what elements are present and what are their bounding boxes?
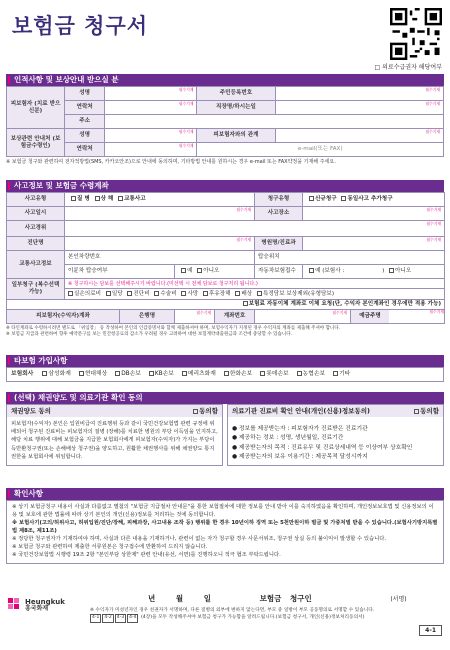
agree-label: 동의함 <box>199 407 218 415</box>
auto-insurance-no-checkbox[interactable] <box>389 268 394 273</box>
insurer-options-label: 보험회사 <box>11 371 34 378</box>
partial-option: 배상 <box>241 290 253 297</box>
insurer-option: 메리츠화재 <box>187 371 216 378</box>
assignment-agree-checkbox[interactable] <box>193 409 198 414</box>
insurer-option: 농협손보 <box>302 371 326 378</box>
hospital-field[interactable]: 필수기재 <box>303 237 445 251</box>
bank-label: 은행명 <box>120 310 175 324</box>
diagnosis-label: 진단명 <box>7 237 65 251</box>
job-field[interactable]: 필수기재 <box>275 101 443 115</box>
partial-claim-label: 일부청구 (복수선택가능) <box>7 279 65 300</box>
insurer-option: 기타 <box>339 371 351 378</box>
guide-name-field[interactable]: 필수기재 <box>105 129 197 143</box>
no-label: 아니오 <box>395 268 412 275</box>
no-label: 아니오 <box>203 268 220 275</box>
motorcycle-no-checkbox[interactable] <box>197 268 202 273</box>
confirm-item: ※ 국민건강보험법 시행령 19조 2항 "본인부담 상한제" 관련 안내(유선, 서면)를 진행하오니 적극 협조 부탁드립니다. <box>12 551 281 558</box>
auto-deposit-checkbox[interactable] <box>243 301 248 306</box>
insurer-option: 현대해상 <box>84 371 108 378</box>
partial-claim-note: ※ 청구하시는 담보를 선택해주시기 바랍니다.(미선택 시 전체 담보로 청구처리 됩니다.) <box>65 279 445 289</box>
yes-label: 예 <box>187 268 193 275</box>
accident-place-label: 사고장소 <box>255 207 303 221</box>
partial-option: 수술비 <box>160 290 177 297</box>
new-claim-checkbox[interactable] <box>309 196 314 201</box>
depositor-cell <box>351 310 445 324</box>
partial-checkbox[interactable] <box>106 291 111 296</box>
partial-checkbox[interactable] <box>203 291 208 296</box>
partial-checkbox[interactable] <box>154 291 159 296</box>
motorcycle-options <box>175 265 255 279</box>
name-label: 성명 <box>65 87 105 101</box>
vehicle-number-field[interactable]: 본인차량번호 <box>65 251 255 265</box>
injury-label: 상 해 <box>100 196 114 203</box>
partial-checkbox[interactable] <box>257 291 262 296</box>
partial-option: 진단비 <box>133 290 150 297</box>
company-name-en: Heungkuk <box>25 598 65 606</box>
accident-date-field[interactable]: 필수기재 <box>65 207 255 221</box>
claimant-table <box>6 86 444 157</box>
footer-note: (4장)을 모두 작성해주셔야 보험금 청구가 가능함을 알려드립니다.(보험금 청구서, 개인(신용)정보처리동의서) <box>140 615 365 621</box>
day-label: 일 <box>203 594 211 603</box>
partial-option: 후유장해 <box>209 290 231 297</box>
auto-insurance-options: 예 (보험사 : ) 아니오 <box>303 265 445 279</box>
depositor-field[interactable]: 필수기재 <box>429 309 445 314</box>
insurer-option: 한화손보 <box>229 371 253 378</box>
seat-position-field[interactable]: 탑승위치 <box>255 251 445 265</box>
section-header: 인적사항 및 보상안내 받으실 분 <box>6 74 444 86</box>
auto-deposit-label: 보험료 자동이체 계좌로 이체 요청(단, 수익자 본인계좌인 경우에만 적용 가능) <box>248 301 442 308</box>
additional-claim-checkbox[interactable] <box>341 196 346 201</box>
traffic-info-label: 교통사고정보 <box>7 251 65 279</box>
accident-type-options <box>65 193 255 207</box>
footer-note: ※ 수익자가 미성년자인 경우 친권자가 서명하며, 다른 질병의 외부에 변하지 않는다면, 부모 중 일방이 부모 공동명의로 서명할 수 있습니다. <box>90 608 375 613</box>
motorcycle-label: 이륜차 탑승여부 <box>65 265 175 279</box>
footer-steps-line <box>90 614 440 623</box>
month-label: 월 <box>175 594 184 603</box>
claimant-note: ※ 보험금 청구와 관련하여 전자적방법(SMS, 카카오안조)으로 안내에 동의하며, 기타방법 안내를 원하시는 경우 e-mail 또는 FAX약정을 기재해 주세요. <box>6 159 336 165</box>
medical-info-title: 의료기관 진료비 확인 안내(개인(신용)정보동의) <box>232 407 370 415</box>
consent-section <box>6 392 444 466</box>
partial-checkbox[interactable] <box>127 291 132 296</box>
assignment-text: 피보험자(수익자) 본인은 입원비급여 진료행위 등과 같이 국민건강보험법 관련 규정에 위배되어 청구된 진료비는 피보험자의 질병 (장해)를 치료한 병원의 부당 이득임을 인지하고, 해당 치료 행위에 대해 보험금을 지급한 보험회사에게 피보험자(수익자)가 가지는 부당이득반환청구권(또는 손해배상 청구권)을 양도하고, 원활한 채권행사를 위해 채권양도 통지 권한을 보험회사에 위임합니다. <box>11 421 218 460</box>
insurer-checkbox[interactable] <box>149 371 154 376</box>
insurer-option: 롯데손보 <box>266 371 289 378</box>
address-field[interactable] <box>105 115 444 129</box>
partial-option: 사망 <box>187 290 199 297</box>
injury-checkbox[interactable] <box>95 196 100 201</box>
bank-field[interactable]: 필수기재 <box>175 310 215 324</box>
confirm-section <box>6 488 444 564</box>
confirm-list <box>6 500 444 564</box>
account-holder-label: 피보험자(수익자)계좌 <box>7 310 120 324</box>
rrn-label: 주민등록번호 <box>197 87 275 101</box>
accident-table <box>6 192 445 324</box>
signature-line <box>148 594 407 603</box>
medical-info-consent <box>227 404 444 466</box>
claimant-label: 보험금 청구인 <box>259 594 312 603</box>
page-title: 보험금 청구서 <box>12 14 149 38</box>
hospital-label: 병원명/진료과 <box>255 237 303 251</box>
motorcycle-yes-checkbox[interactable] <box>181 268 186 273</box>
auto-deposit-row <box>7 300 445 310</box>
assignment-consent <box>6 404 223 466</box>
confirm-item: ※ 정당한 청구권자가 기재하여야 하며, 사실과 다른 내용을 기재하거나, 관련이 없는 자가 청구할 경우 사문서위조, 청구권 상실 등의 불이익이 발생할 수 있습니다. <box>12 535 387 542</box>
partial-claim-options: 실손의료비 일당 진단비 수술비 사망 후유장해 배상 특정담보 보상제외(유형담보) <box>65 289 445 300</box>
list-item: ● 제공받는자의 보유 이용기간 : 제공목적 달성시까지 <box>232 453 368 460</box>
insurer-option: KB손보 <box>154 371 174 378</box>
company-name-ko: 흥국화재 <box>25 605 49 613</box>
list-item: ● 제공하는 정보 : 성명, 생년월일, 진료기간 <box>232 435 344 442</box>
footer-notes <box>90 607 440 623</box>
other-insurance-section <box>6 355 444 382</box>
partial-checkbox[interactable] <box>181 291 186 296</box>
step-badge: 4-4 <box>127 614 138 623</box>
confirm-item: ※ 상기 보험금청구 내용이 사실과 다름없고 별첨의 "보험금 지급절차 안내문"을 통한 보험절차에 대한 정보를 안내 받아 이를 숙지하였음을 확인하며, 개인정보보호법 및 신용정보의 이용 및 보호에 관한 법률에 따라 상기 본인의 개인(신용)정보를 처리하는 것에 동의합니다. <box>12 504 434 518</box>
auto-insurance-yes-checkbox[interactable] <box>309 268 314 273</box>
list-item: ● 제공받는자의 목적 : 진료유무 및 진료상세내역 등 이상여부 상호확인 <box>232 444 413 451</box>
insurer-option: DB손보 <box>121 371 141 378</box>
name-label: 성명 <box>65 129 105 143</box>
accident-type-label: 사고유형 <box>7 193 65 207</box>
accident-place-field[interactable]: 필수기재 <box>303 207 445 221</box>
qr-code <box>390 8 442 60</box>
diagnosis-field[interactable]: 필수기재 <box>65 237 255 251</box>
partial-option: 특정담보 보상제외(유형담보 <box>263 290 332 297</box>
insured-label: 피보험자 (치료 받으신분) <box>7 87 65 129</box>
accident-note: ※ 타인계좌로 수령하시려면 별도로 「위임장」 등 작성하여 본인의 인감증명서와 함께 제출하셔야 하며, 보험수익자가 지정된 경우 수익자의 계좌를 제출해 주셔야 합니다. <box>6 326 341 331</box>
insurer-checkbox[interactable] <box>260 371 265 376</box>
insurer-label: 예 (보험사 : <box>315 268 345 275</box>
depositor-label: 예금주명 <box>351 310 389 323</box>
insurer-checkbox[interactable] <box>42 371 47 376</box>
page-number: 4-1 <box>419 625 442 636</box>
step-badge: 4-1 <box>90 614 101 623</box>
partial-option: 일당 <box>111 290 123 297</box>
assignment-title: 채권양도 동의 <box>11 407 51 415</box>
illness-label: 질 병 <box>77 196 90 203</box>
relation-label: 피보험자와의 관계 <box>197 129 275 143</box>
insurer-options <box>6 367 444 382</box>
step-badge: 4-2 <box>102 614 113 623</box>
accident-note: ※ 보험금 지급과 관련하여 향후 예약문구를 보는 민간항공료의 감소가 우려될 경우 고려하여 대한 보험계약대출원금과 조건에 충당할 수 있습니다. <box>6 332 292 338</box>
auto-insurance-label: 자동차보험접수 <box>255 265 303 279</box>
section-header: (선택) 채권양도 및 의료기관 확인 동의 <box>6 392 444 404</box>
account-label: 계좌번호 <box>215 310 255 324</box>
phone-label: 연락처 <box>65 143 105 157</box>
address-label: 주소 <box>65 115 105 129</box>
section-header: 타보험 가입사항 <box>6 355 444 367</box>
confirm-item: ※ 보험사기(고의/허위사고, 허위입원/진단/장해, 피해과장, 사고내용 조작 등) 행위를 한 경우 10년이하 징역 또는 5천만원이하 벌금 및 가중처벌 받을 수 있습니다.(보험사기방지특별법 제8조, 제11조) <box>12 519 438 534</box>
insurer-checkbox[interactable] <box>297 371 302 376</box>
insurer-checkbox[interactable] <box>333 371 338 376</box>
job-label: 직장명/하시는일 <box>197 101 275 115</box>
rrn-field[interactable]: 필수기재 <box>275 87 443 101</box>
insurer-checkbox[interactable] <box>79 371 84 376</box>
phone-label: 연락처 <box>65 101 105 115</box>
confirm-item: ※ 보험금 청구와 관련하여 제출한 서류원본은 청구접수에 반환하여 드리지 않습니다. <box>12 543 208 550</box>
partial-option: 실손의료비 <box>74 290 102 297</box>
step-badge: 4-3 <box>115 614 126 623</box>
guide-phone-field[interactable]: 필수기재 <box>105 143 197 157</box>
section-header: 확인사항 <box>6 488 444 500</box>
accident-section <box>6 180 444 338</box>
new-claim-label: 신규청구 <box>315 196 337 203</box>
additional-claim-label: 동일사고 추가청구 <box>347 196 393 203</box>
insurer-checkbox[interactable] <box>182 371 187 376</box>
insurer-option: 삼성화재 <box>48 371 71 378</box>
partial-checkbox[interactable] <box>235 291 240 296</box>
claim-type-label: 청구유형 <box>255 193 303 207</box>
email-field[interactable]: e-mail(또는 FAX) <box>197 143 444 157</box>
medical-info-list <box>228 417 443 465</box>
insurer-checkbox[interactable] <box>115 371 120 376</box>
signature-field[interactable]: (서명) <box>390 596 407 603</box>
claim-type-options <box>303 193 445 207</box>
illness-checkbox[interactable] <box>71 196 76 201</box>
accident-course-field[interactable]: 필수기재 <box>65 221 445 237</box>
section-header: 사고정보 및 보험금 수령계좌 <box>6 180 444 192</box>
relation-field[interactable]: 필수기재 <box>275 129 443 143</box>
medical-agree-checkbox[interactable] <box>414 409 419 414</box>
partial-checkbox[interactable] <box>68 291 73 296</box>
insurer-checkbox[interactable] <box>224 371 229 376</box>
year-label: 년 <box>148 594 156 603</box>
traffic-label: 교통사고 <box>124 196 146 203</box>
guide-label: 보상관련 안내처 (보험금수령인) <box>7 129 65 157</box>
account-field[interactable]: 필수기재 <box>255 310 351 324</box>
insured-phone-field[interactable]: 필수기재 <box>105 101 197 115</box>
traffic-checkbox[interactable] <box>118 196 123 201</box>
consent-columns <box>6 404 444 466</box>
accident-date-label: 사고일시 <box>7 207 65 221</box>
logo-icon <box>8 598 22 612</box>
accident-course-label: 사고경위 <box>7 221 65 237</box>
medical-aid-checkbox[interactable]: □ 의료수급권자 해당여부 <box>374 64 442 71</box>
claimant-section <box>6 74 444 166</box>
company-logo <box>8 598 65 613</box>
list-item: ● 정보를 제공받는자 : 피보험자가 진료받은 진료기관 <box>232 426 368 432</box>
agree-label: 동의함 <box>420 407 439 415</box>
insured-name-field[interactable]: 필수기재 <box>105 87 197 101</box>
